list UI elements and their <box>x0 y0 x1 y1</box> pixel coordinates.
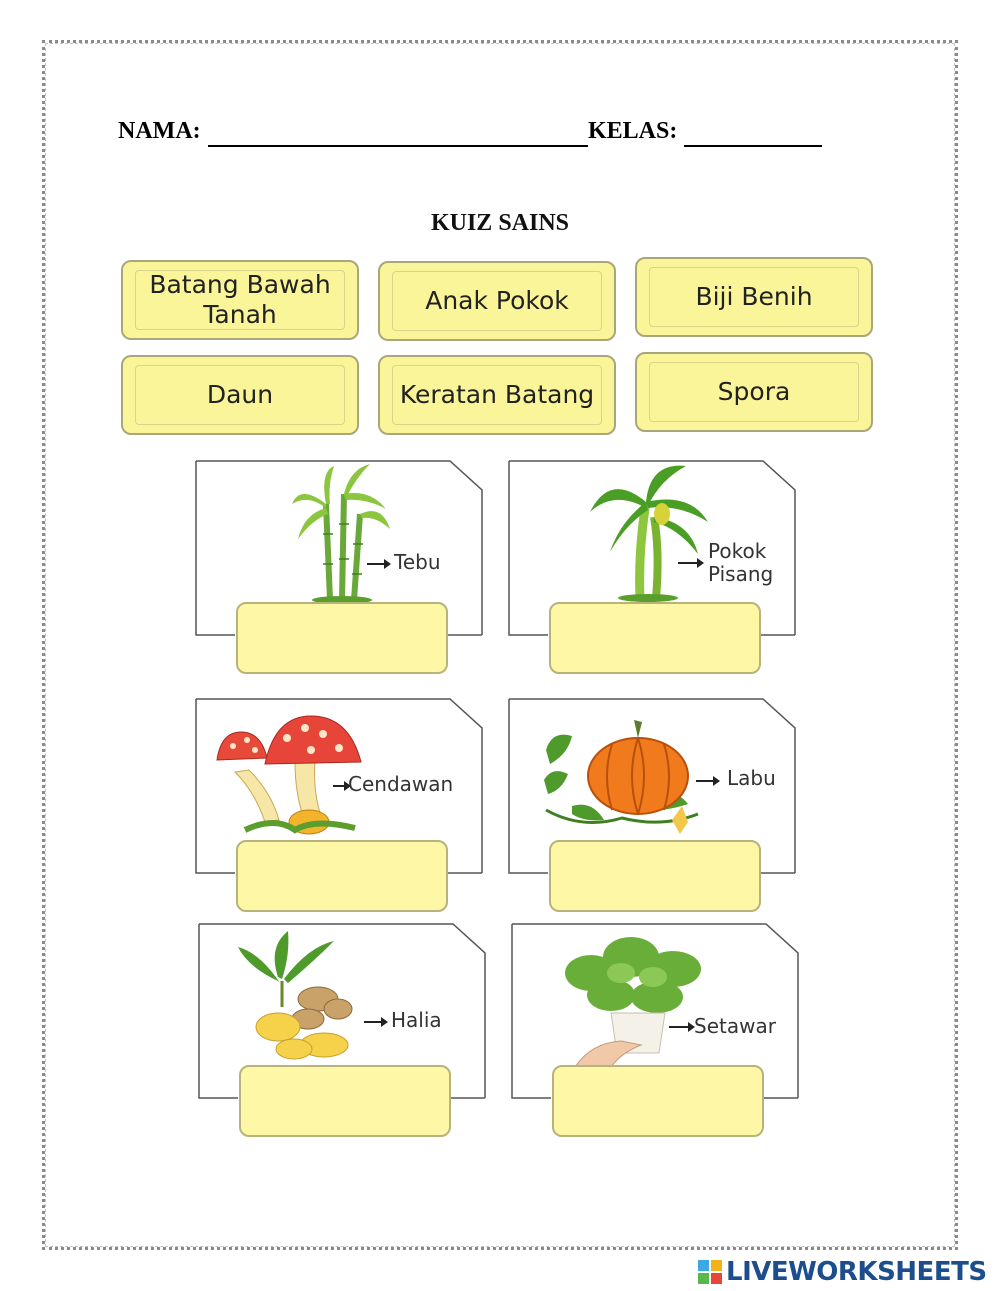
logo-squares-icon <box>698 1260 722 1284</box>
option-label: Spora <box>717 377 791 406</box>
sugarcane-icon <box>290 464 390 604</box>
plant-name: Tebu <box>394 550 441 574</box>
option-anak-pokok[interactable] <box>378 261 616 341</box>
plant-name: Cendawan <box>348 772 454 796</box>
plant-card-halia <box>198 923 486 1099</box>
plant-name-line2: Pisang <box>708 562 774 586</box>
class-field[interactable] <box>684 145 822 147</box>
answer-box-cendawan[interactable] <box>236 840 448 912</box>
arrow-icon <box>696 780 716 782</box>
mushroom-icon <box>215 712 365 837</box>
plant-card-tebu <box>195 460 483 636</box>
setawar-plant-icon <box>561 933 721 1067</box>
name-field[interactable] <box>208 145 588 147</box>
option-label: Biji Benih <box>695 282 813 311</box>
answer-box-labu[interactable] <box>549 840 761 912</box>
option-biji-benih[interactable] <box>635 257 873 337</box>
page-title: KUIZ SAINS <box>430 210 570 236</box>
plant-name-line1: Pokok <box>708 539 767 563</box>
arrow-icon <box>367 563 387 565</box>
arrow-icon <box>678 562 700 564</box>
answer-box-pokok-pisang[interactable] <box>549 602 761 674</box>
answer-box-tebu[interactable] <box>236 602 448 674</box>
plant-card-setawar <box>511 923 799 1099</box>
plant-name: Labu <box>727 766 776 790</box>
plant-card-pokok-pisang <box>508 460 796 636</box>
answer-box-halia[interactable] <box>239 1065 451 1137</box>
option-label-line1: Batang Bawah <box>149 270 331 299</box>
plant-name: Halia <box>391 1008 442 1032</box>
option-label-line2: Tanah <box>203 300 277 329</box>
plant-name: Setawar <box>694 1014 776 1038</box>
option-keratan-batang[interactable] <box>378 355 616 435</box>
class-label: KELAS: <box>588 118 678 144</box>
answer-box-setawar[interactable] <box>552 1065 764 1137</box>
option-label: Keratan Batang <box>399 380 595 409</box>
option-label: Daun <box>206 380 274 409</box>
arrow-icon <box>364 1021 384 1023</box>
option-batang-bawah-tanah[interactable] <box>121 260 359 340</box>
liveworksheets-logo <box>698 1255 987 1289</box>
plant-card-labu <box>508 698 796 874</box>
arrow-icon <box>333 785 347 787</box>
option-label: Anak Pokok <box>425 286 569 315</box>
arrow-icon <box>669 1026 691 1028</box>
plant-card-cendawan <box>195 698 483 874</box>
name-label: NAMA: <box>118 118 201 144</box>
brand-text: LIVEWORKSHEETS <box>726 1257 987 1287</box>
pumpkin-icon <box>542 710 702 838</box>
banana-tree-icon <box>590 462 710 602</box>
option-spora[interactable] <box>635 352 873 432</box>
plant-name <box>708 540 773 586</box>
option-daun[interactable] <box>121 355 359 435</box>
ginger-icon <box>238 927 378 1063</box>
